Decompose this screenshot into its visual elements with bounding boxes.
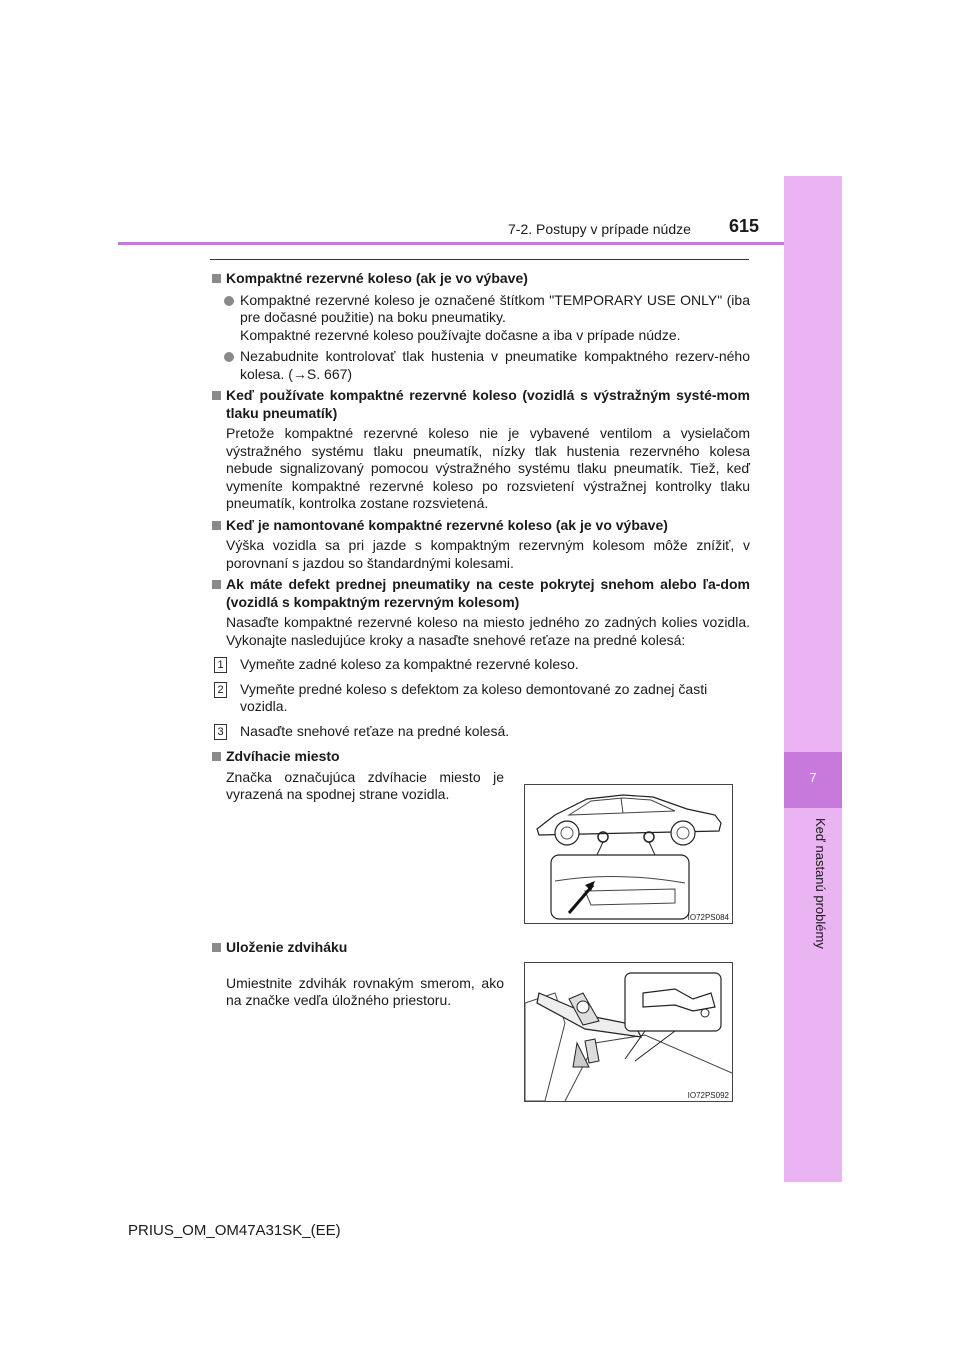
square-bullet-icon: [212, 943, 221, 952]
figure-caption-text: Umiestnite zdvihák rovnakým smerom, ako na značke vedľa úložného priestoru.: [226, 974, 504, 1008]
car-side-illustration: [525, 785, 732, 923]
figure-caption-text: Značka označujúca zdvíhacie miesto je vyrazená na spodnej strane vozidla.: [226, 768, 504, 802]
section-body: Výška vozidla sa pri jazde s kompaktným rezervným kolesom môže znížiť, v porovnaní s jazdou so štandardnými kolesami.: [226, 537, 750, 571]
chapter-side-tab: [784, 176, 842, 1182]
step-number-box: 1: [214, 657, 227, 673]
jack-illustration: [525, 963, 732, 1101]
step-item: [210, 656, 750, 674]
lifting-point-figure: [524, 784, 733, 924]
page-content: [210, 266, 750, 804]
header-section-title: 7-2. Postupy v prípade núdze: [508, 221, 691, 237]
step-text: Vymeňte zadné koleso za kompaktné rezervné koleso.: [240, 656, 579, 672]
step-text: Vymeňte predné koleso s defektom za koleso demontované zo zadnej časti vozidla.: [240, 680, 708, 714]
square-bullet-icon: [212, 274, 221, 283]
page-number: 615: [729, 216, 760, 236]
square-bullet-icon: [212, 752, 221, 761]
bullet-item: Kompaktné rezervné koleso je označené štítkom "TEMPORARY USE ONLY" (iba pre dočasné použitie) na boku pneumatiky. Kompaktné rezervné koleso používajte dočasne a iba v prípade núdze.: [210, 292, 750, 345]
round-bullet-icon: [224, 352, 234, 362]
section-body: Pretože kompaktné rezervné koleso nie je vybavené ventilom a vysielačom výstražného systému tlaku pneumatík, nízky tlak hustenia rezervného kolesa nebude signalizovaný pomocou výstražného systému tlaku pneumatík. Tiež, keď vymeníte kompaktné rezervné koleso po rozsvietení výstražnej kontrolky tlaku pneumatík, kontrolka zostane rozsvietená.: [226, 425, 750, 511]
section-heading: Zdvíhacie miesto: [210, 748, 750, 766]
step-item: [210, 723, 750, 741]
figure-code: IO72PS084: [687, 913, 729, 922]
step-number-box: 3: [214, 724, 227, 740]
section-heading: Keď používate kompaktné rezervné koleso (vozidlá s výstražným systé-mom tlaku pneumatík): [210, 387, 750, 422]
jack-storage-figure: [524, 962, 733, 1102]
footer-code: PRIUS_OM_OM47A31SK_(EE): [128, 1222, 341, 1239]
step-text: Nasaďte snehové reťaze na predné kolesá.: [240, 722, 510, 739]
chapter-number: 7: [809, 770, 817, 785]
section-heading: Ak máte defekt prednej pneumatiky na ceste pokrytej snehom alebo ľa-dom (vozidlá s kompaktným rezervným kolesom): [210, 576, 750, 611]
section-heading: Kompaktné rezervné koleso (ak je vo výbave): [210, 270, 750, 288]
square-bullet-icon: [212, 521, 221, 530]
section-body: Nasaďte kompaktné rezervné koleso na miesto jedného zo zadných kolies vozidla. Vykonajte nasledujúce kroky a nasaďte snehové reťaze na predné kolesá:: [226, 614, 750, 648]
chapter-title: Keď nastanú problémy: [813, 818, 828, 949]
header-divider: [118, 242, 784, 245]
square-bullet-icon: [212, 391, 221, 400]
step-number-box: 2: [214, 682, 227, 698]
bullet-item: Nezabudnite kontrolovať tlak hustenia v pneumatike kompaktného rezerv-ného kolesa. (→S. 667): [210, 348, 750, 383]
round-bullet-icon: [224, 296, 234, 306]
figure-code: IO72PS092: [687, 1091, 729, 1100]
section-heading: Keď je namontované kompaktné rezervné koleso (ak je vo výbave): [210, 517, 750, 535]
square-bullet-icon: [212, 580, 221, 589]
step-item: [210, 681, 750, 716]
section-heading: Uloženie zdviháku: [210, 939, 750, 957]
content-top-rule: [210, 259, 749, 260]
